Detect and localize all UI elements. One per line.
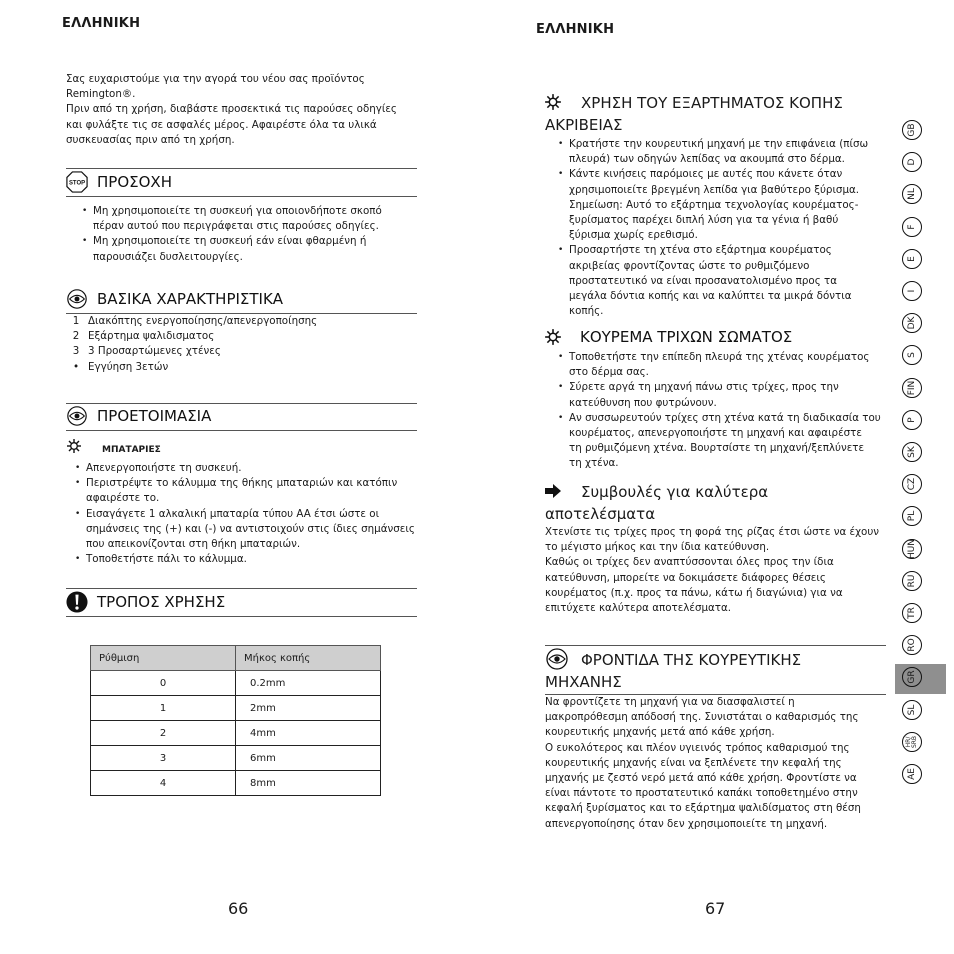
table-cell: 2 — [91, 721, 236, 746]
language-tab-hun[interactable]: HUN — [902, 539, 922, 559]
tips-title-line2: αποτελέσματα — [545, 505, 656, 523]
language-header-left: ΕΛΛΗΝΙΚΗ — [62, 16, 141, 31]
divider — [545, 645, 886, 646]
features-list — [68, 314, 408, 375]
divider — [66, 588, 417, 589]
list-item-line: • Απενεργοποιήστε τη συσκευή. — [86, 462, 242, 474]
list-item — [68, 360, 408, 375]
precision-list — [553, 137, 893, 319]
list-item-line: που απεικονίζονται στη θήκη μπαταριών. — [86, 538, 301, 551]
list-item-line: σημάνσεις της (+) και (-) να αντιστοιχούν στις ίδιες σημάνσεις — [86, 522, 415, 535]
item-text: 3 Προσαρτώμενες χτένες — [88, 345, 221, 358]
list-item-line: πέραν αυτού που περιγράφεται στις παρούσες οδηγίες. — [93, 220, 379, 233]
item-number: • — [72, 360, 80, 373]
list-item — [68, 314, 408, 329]
table-cell: 6mm — [236, 746, 381, 771]
preparation-heading — [66, 405, 211, 427]
preparation-title: ΠΡΟΕΤΟΙΜΑΣΙΑ — [97, 407, 212, 425]
care-line: κουρευτικής μηχανής είναι να ξεπλένετε την κεφαλή της — [545, 756, 842, 769]
table-row — [91, 771, 381, 796]
intro-line: Πριν από τη χρήση, διαβάστε προσεκτικά τις παρούσες οδηγίες — [66, 103, 397, 116]
table-row — [91, 721, 381, 746]
list-item-line: στο δέρμα σας. — [569, 366, 649, 379]
usage-title: ΤΡΟΠΟΣ ΧΡΗΣΗΣ — [97, 593, 226, 611]
table-header-cell: Μήκος κοπής — [236, 646, 381, 671]
table-cell: 1 — [91, 696, 236, 721]
table-cell: 4mm — [236, 721, 381, 746]
language-tab-e[interactable]: E — [902, 249, 922, 269]
language-tab-hr-srb[interactable]: HR/ SRB — [902, 732, 922, 752]
divider — [66, 616, 417, 617]
tips-title — [545, 481, 768, 525]
table-cell: 8mm — [236, 771, 381, 796]
care-title-line2: ΜΗΧΑΝΗΣ — [545, 673, 622, 691]
list-item-line: χρησιμοποιείτε βρεγμένη λεπίδα για βαθύτερο ξύρισμα. — [569, 183, 860, 196]
list-item-line: Σημείωση: Αυτό το εξάρτημα τεχνολογίας κουρέματος- — [569, 198, 859, 211]
sun-icon — [66, 438, 82, 458]
care-line: απενεργοποίησης όταν δεν χρησιμοποιείτε τη μηχανή. — [545, 817, 828, 830]
cut-length-table — [90, 645, 381, 796]
language-tab-gb[interactable]: GB — [902, 120, 922, 140]
list-item-line: κουρέματος, απενεργοποιήστε τη μηχανή και αφαιρέστε — [569, 427, 862, 440]
language-tab-fin[interactable]: FIN — [902, 378, 922, 398]
list-item — [553, 243, 893, 319]
caution-title: ΠΡΟΣΟΧΗ — [97, 173, 172, 191]
caution-list — [77, 204, 417, 265]
usage-heading — [66, 591, 225, 613]
eye-icon — [66, 405, 88, 427]
list-item-line: • Μη χρησιμοποιείτε τη συσκευή εάν είναι φθαρμένη ή — [93, 235, 367, 248]
divider — [66, 403, 417, 404]
intro-line: Remington®. — [66, 88, 136, 101]
care-line: μακροπρόθεσμη απόδοσή της. Συνιστάται ο καθαρισμός της — [545, 711, 859, 724]
language-tab-cz[interactable]: CZ — [902, 474, 922, 494]
item-text: Εγγύηση 3ετών — [88, 360, 169, 373]
list-item-line: τη χτένα. — [569, 457, 619, 470]
precision-title-line2: ΑΚΡΙΒΕΙΑΣ — [545, 116, 623, 134]
list-item — [77, 204, 417, 234]
list-item-line: παρουσιάζει δυσλειτουργίες. — [93, 250, 243, 263]
intro-line: και φυλάξτε τις σε ασφαλές μέρος. Αφαιρέστε όλα τα υλικά — [66, 118, 377, 131]
list-item-line: τη ρυθμιζόμενη χτένα. Βουρτσίστε τη μηχανή/ξεπλύνετε — [569, 442, 865, 455]
list-item-line: • Σύρετε αργά τη μηχανή πάνω στις τρίχες, προς την — [569, 381, 839, 394]
language-tab-ru[interactable]: RU — [902, 571, 922, 591]
list-item — [68, 329, 408, 344]
precision-title-line1: ΧΡΗΣΗ ΤΟΥ ΕΞΑΡΤΗΜΑΤΟΣ ΚΟΠΗΣ — [581, 94, 843, 112]
list-item-line: • Κρατήστε την κουρευτική μηχανή με την επιφάνεια (πίσω — [569, 138, 869, 150]
batteries-subtitle: ΜΠΑΤΑΡΙΕΣ — [102, 445, 161, 455]
list-item-line: • Περιστρέψτε το κάλυμμα της θήκης μπαταριών και κατόπιν — [86, 477, 398, 490]
item-number: 2 — [72, 330, 80, 343]
item-number: 1 — [72, 315, 80, 327]
item-number: 3 — [72, 345, 80, 358]
tips-line: κουρέματος (π.χ. προς τα πάνω, κάτω ή διαγώνια) για να — [545, 586, 843, 599]
table-cell: 2mm — [236, 696, 381, 721]
list-item-line: • Τοποθετήστε την επίπεδη πλευρά της χτένας κουρέματος — [569, 351, 870, 363]
table-row — [91, 746, 381, 771]
table-cell: 4 — [91, 771, 236, 796]
list-item-line: • Προσαρτήστε τη χτένα στο εξάρτημα κουρέματος — [569, 244, 832, 257]
care-line: Να φροντίζετε τη μηχανή για να διασφαλιστεί η — [545, 696, 795, 708]
item-text: Εξάρτημα ψαλιδισματος — [88, 330, 215, 343]
stop-icon — [66, 171, 88, 193]
caution-heading — [66, 171, 172, 193]
list-item-line: κατεύθυνση που φυτρώνουν. — [569, 396, 717, 409]
list-item-line: • Τοποθετήστε πάλι το κάλυμμα. — [86, 553, 247, 566]
care-line: κεφαλή ξυρίσματος και το εξάρτημα ψαλιδίσματος στη θέση — [545, 802, 861, 815]
language-tab-sk[interactable]: SK — [902, 442, 922, 462]
features-heading — [66, 288, 283, 310]
language-tab-ro[interactable]: RO — [902, 635, 922, 655]
table-header-row — [91, 646, 381, 671]
tips-line: Χτενίστε τις τρίχες προς τη φορά της ρίζας έτσι ώστε να έχουν — [545, 526, 880, 538]
list-item — [68, 344, 408, 359]
body-hair-heading — [544, 326, 792, 348]
list-item — [553, 167, 893, 243]
language-tab-p[interactable]: P — [902, 410, 922, 430]
list-item — [70, 461, 420, 476]
features-title: ΒΑΣΙΚΑ ΧΑΡΑΚΤΗΡΙΣΤΙΚΑ — [97, 290, 284, 308]
table-row — [91, 671, 381, 696]
divider — [66, 196, 417, 197]
tips-title-line1: Συμβουλές για καλύτερα — [581, 483, 769, 501]
list-item — [70, 476, 420, 506]
language-tab-s[interactable]: S — [902, 345, 922, 365]
intro-line: συσκευασίας πριν από τη χρήση. — [66, 133, 235, 146]
divider — [66, 168, 417, 169]
svg-text:STOP: STOP — [68, 180, 86, 187]
language-tab-i[interactable]: I — [902, 281, 922, 301]
care-title-line1: ΦΡΟΝΤΙΔΑ ΤΗΣ ΚΟΥΡΕΥΤΙΚΗΣ — [581, 651, 802, 669]
language-tab-tr[interactable]: TR — [902, 603, 922, 623]
table-cell: 0.2mm — [236, 671, 381, 696]
language-tab-gr[interactable]: GR — [902, 667, 922, 687]
list-item-line: μεγάλα δόντια κοπής και να καλύπτει τα μικρά δόντια — [569, 290, 852, 303]
tips-line: το μέγιστο μήκος και την ίδια κατεύθυνση. — [545, 541, 770, 554]
list-item — [70, 507, 420, 553]
sun-icon — [544, 326, 562, 348]
divider — [66, 430, 417, 431]
tips-line: Καθώς οι τρίχες δεν αναπτύσσονται όλες προς την ίδια — [545, 556, 834, 569]
list-item — [77, 234, 417, 264]
care-line: είναι πάντοτε το προστατευτικό καπάκι τοποθετημένο στην — [545, 787, 858, 800]
list-item — [553, 137, 893, 167]
list-item-line: αφαιρέστε το. — [86, 492, 160, 505]
language-tab-f[interactable]: F — [902, 217, 922, 237]
tips-line: επιτύχετε καλύτερα αποτελέσματα. — [545, 602, 732, 615]
language-tab-dk[interactable]: DK — [902, 313, 922, 333]
list-item-line: ακριβείας φροντίζοντας ώστε το ρυθμιζόμενο — [569, 259, 810, 272]
intro-line: Σας ευχαριστούμε για την αγορά του νέου σας προϊόντος — [66, 73, 365, 85]
exclamation-icon — [66, 591, 88, 613]
language-tab-ae[interactable]: AE — [902, 764, 922, 784]
table-row — [91, 696, 381, 721]
list-item-line: ξυρίσματος παρέχει διπλή λύση για τα γένια ή βαθύ — [569, 214, 839, 227]
page-number-right: 67 — [705, 899, 726, 918]
language-tab-pl[interactable]: PL — [902, 506, 922, 526]
body-hair-title: ΚΟΥΡΕΜΑ ΤΡΙΧΩΝ ΣΩΜΑΤΟΣ — [580, 328, 793, 346]
care-text — [545, 695, 890, 832]
care-line: Ο ευκολότερος και πλέον υγιεινός τρόπος καθαρισμού της — [545, 741, 850, 754]
list-item-line: • Αν συσσωρευτούν τρίχες στη χτένα κατά τη διαδικασία του — [569, 411, 881, 424]
list-item-line: προστατευτικό να είναι προσανατολισμένο προς τα — [569, 274, 838, 287]
list-item — [553, 380, 893, 410]
list-item-line: • Εισαγάγετε 1 αλκαλική μπαταρία τύπου AA έτσι ώστε οι — [86, 507, 380, 520]
list-item — [70, 552, 420, 567]
table-cell: 3 — [91, 746, 236, 771]
tips-line: κατεύθυνση, μπορείτε να δοκιμάσετε διάφορες θέσεις — [545, 571, 826, 584]
tips-text — [545, 525, 890, 616]
table-cell: 0 — [91, 671, 236, 696]
page-number-left: 66 — [228, 899, 249, 918]
intro-text — [66, 72, 416, 148]
precision-title — [545, 92, 843, 136]
item-text: Διακόπτης ενεργοποίησης/απενεργοποίησης — [88, 315, 318, 327]
list-item — [553, 350, 893, 380]
eye-icon — [66, 288, 88, 310]
list-item-line: πλευρά) των οδηγών λεπίδας να ακουμπά στο δέρμα. — [569, 153, 845, 166]
list-item-line: • Κάντε κινήσεις παρόμοιες με αυτές που κάνετε όταν — [569, 168, 843, 181]
body-hair-list — [553, 350, 893, 472]
list-item-line: κοπής. — [569, 305, 604, 318]
preparation-list — [70, 461, 420, 567]
care-line: κουρευτικής μηχανής μετά από κάθε χρήση. — [545, 726, 775, 739]
table-header-cell: Ρύθμιση — [91, 646, 236, 671]
language-tab-d[interactable]: D — [902, 152, 922, 172]
care-line: μηχανής με ζεστό νερό μετά από κάθε χρήση. Φροντίστε να — [545, 772, 857, 785]
list-item-line: ξύρισμα χωρίς ερεθισμό. — [569, 229, 698, 242]
list-item-line: • Μη χρησιμοποιείτε τη συσκευή για οποιονδήποτε σκοπό — [93, 205, 382, 217]
list-item — [553, 411, 893, 472]
language-tab-sl[interactable]: SL — [902, 700, 922, 720]
language-tab-nl[interactable]: NL — [902, 184, 922, 204]
language-header-right: ΕΛΛΗΝΙΚΗ — [536, 22, 615, 37]
care-title — [545, 649, 801, 693]
